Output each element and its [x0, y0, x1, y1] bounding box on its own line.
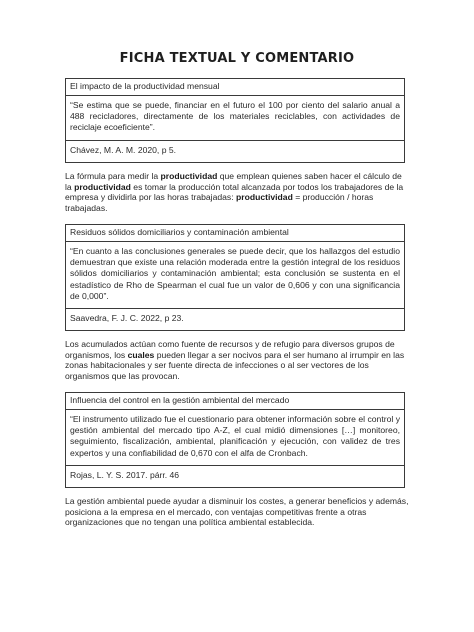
card-quote: “En cuanto a las conclusiones generales se puede decir, que los hallazgos del estudio demuestran que existe una relación moderada entre la gestión integral de los residuos sólidos domiciliarios y contaminación ambiental; esta conclusión se sustenta en el estadístico de Rho de Spearman el cual fue un valor de 0,606 y con una significancia de 0,000”. [66, 242, 404, 309]
keyword: productividad [160, 171, 218, 181]
comment-paragraph-1 [65, 171, 410, 213]
comment-paragraph-3: La gestión ambiental puede ayudar a disminuir los costes, a generar beneficios y además, posiciona a la empresa en el mercado, con ventajas competitivas frente a otras organizaciones que no tengan una política ambiental establecida. [65, 496, 409, 528]
comment-paragraph-2 [65, 339, 410, 381]
card-quote: “Se estima que se puede, financiar en el futuro el 100 por ciento del salario anual a 488 recicladores, directamente de los materiales reciclables, con actividades de reciclaje ecoeficiente”. [66, 96, 404, 141]
paragraph-text: = producción / horas trabajadas. [65, 192, 374, 213]
paragraph-text: que emplean quienes saben hacer el cálculo de la [65, 171, 402, 192]
ficha-card-3 [65, 392, 405, 488]
page-title: FICHA TEXTUAL Y COMENTARIO [119, 51, 355, 66]
keyword: cuales [127, 349, 155, 360]
paragraph-text: pueden llegar a ser nocivos para el ser humano al irrumpir en las zonas habitacionales y ser fuente directa de infecciones o al ser vectores de los organismos que las provocan. [65, 349, 405, 381]
card-heading: El impacto de la productividad mensual [66, 79, 404, 96]
ficha-card-1 [65, 78, 405, 163]
keyword: productividad [74, 181, 131, 192]
card-quote: “El instrumento utilizado fue el cuestionario para obtener información sobre el control y gestión ambiental del mercado tipo A-Z, el cual midió dimensiones […] monitoreo, seguimiento, fiscalización, ambiental, planificación y ejecución, con validez de tres expertos y una confiabilidad de 0,670 con el alfa de Cronbach. [66, 410, 404, 466]
ficha-card-2 [65, 224, 405, 331]
card-citation: Saavedra, F. J. C. 2022, p 23. [70, 313, 184, 324]
card-citation: Chávez, M. A. M. 2020, p 5. [70, 144, 177, 155]
paragraph-text: es tomar la producción total alcanzada por todos los trabajadores de la empresa y dividirla por las horas trabajadas: [65, 181, 404, 203]
card-citation: Rojas, L. Y. S. 2017. párr. 46 [70, 469, 180, 480]
keyword: productividad [236, 192, 293, 203]
paragraph-text: La fórmula para medir la [65, 171, 161, 181]
card-heading: Influencia del control en la gestión ambiental del mercado [66, 393, 404, 410]
paragraph-text: Los acumulados actúan como fuente de recursos y de refugio para diversos grupos de organismos, los [65, 339, 395, 360]
card-heading: Residuos sólidos domiciliarios y contaminación ambiental [66, 225, 404, 242]
